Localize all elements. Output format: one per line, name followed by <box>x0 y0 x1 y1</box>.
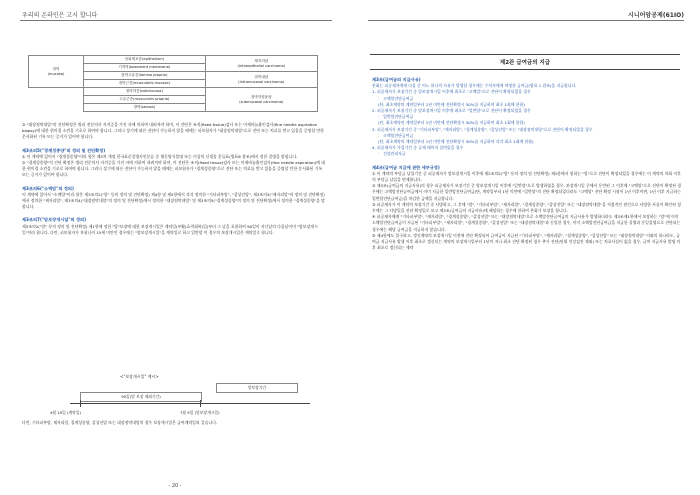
paragraph: ① 이 계약의 부담금 납입기간 중 피공제자가 암보장개시일 이후에 제2조의2("암" 등의 정의 및 진단확정) 제1항에서 정하는 "암"으로 진단이 확정되었을 경우에는 이 계약의 차회 이후의 부담금 납입을 면제합니다. ② 제3조(급여금의 지급사유)의 경우 피공제자가 보장기간 중 암보장개시일 이후에 "일반암"으로 발생하였을 경우, 보장개시일 중에서 동반된 그 이후에 "고액암"으로 진단이 확정된 경우에는 고액암진단급여금에서 이미 지급한 일반암진단급여금(단, 계약일부터 1년 미만에 "일반암"의 진단 확정되었더라도 "고액암" 진단 확정 시점이 1년 이후이면, 1년 이후 지급하는 일반암진단급여금)을 차감한 금액을 지급합니다. ③ 피공제자가 이 계약의 보장기간 중 사망하고, 그 후에 "암", "기타피부암", "제자리암", "경계성종양", "갑상선암" 또는 "대장점막내암"을 직접적인 원인으로 사망한 사실이 확인된 경우에는 그 사망일을 진단 확정일로 보고 제3조(급여금의 지급사유)에 해당하는 경우에 한하여 본회가 보장을 합니다. ④ 피공제자에게 "기타피부암", "제자리암", "경계성종양", "갑상선암" 또는 "대장점막내암"으로 소액암진단급여금의 지급사유가 발생하더라도 제3조제1항에서 보장하는 "암"에 이미 소액암진단급여금이 지급된 "기타피부암", "제자리암", "경계성종양", "갑상선암" 또는 "대장점막내암"과 동일한 경우, 이미 소액암진단급여금을 지급한 질병과 동일질병으로 진단되는 경우에는 해당 급여금을 지급하지 않습니다. ⑤ 제4항에도 불구하고, 갱신계약의 보장개시일 이전에 진단 확정되어 급여금이 지급된 "기타피부암", "제자리암", "경계성종양", "갑상선암" 또는 "대장점막내암" 이외의 하나라도, 급여금 지급사유 발생 이후 최초로 갱신되는 계약의 보장개시일부터 1년이 지나 최초 진단 확정된 경우 추가 진단(단위 건강검진 제외) 또는 치료사실이 없을 경우, 급여 지급사유 발생 이후 최초로 갱신되는 계약 <box>372 170 681 251</box>
section-heading: 제3조(급여금의 지급사유) <box>372 77 421 82</box>
left-page-number: - 20 - <box>168 483 182 489</box>
timeline-end-label: 7월 9일 (암보장개시일) <box>180 410 220 415</box>
timeline-start-label: 4월 10일 (계약일) <box>50 410 81 415</box>
table-blank <box>29 88 84 112</box>
benefit-item: (단, 최초계약의 계약일부터 1년 미만에 진단확정시 50%를 지급하며 각각 최초 1회에 한함) <box>378 139 534 145</box>
timeline-title: <"보장개시일" 예시> <box>120 374 159 379</box>
table-cell: 점막하층(submucosa) <box>84 88 206 96</box>
left-header: 우리의 온라인은 고시 합니다 <box>22 12 98 19</box>
table-cell: 상피세포층(epithelium) <box>84 56 206 64</box>
paragraph: 제3조의2("암" 등의 정의 및 진단확정) 제1항에 정한 "암"보장에 대한 보장개시일은 계약일(부활(효력회복)일)부터 그 날을 포함하여 90일이 지난날의 다음날이며 "암보장개시일"이라 합니다. 다만, 피보험자가 보험나이 15세 미만인 경우에는 "암보장개시일"을 계약일로 하고 일반암 이 경우의 보장개시일은 계약일로 합니다. <box>22 223 318 235</box>
section-heading: 제3조의6("소액암"의 정의) <box>22 185 74 191</box>
right-page <box>350 0 700 495</box>
right-header: 시니어암공제(61ⅠO) <box>628 12 684 19</box>
right-body <box>372 74 682 251</box>
section-heading: 제3조의7("암보장개시일"의 정의) <box>22 217 87 223</box>
benefit-item-amount: ： 고액암진단급여금 <box>378 95 414 101</box>
section-heading: 제3조의5("경계성종양"의 정의 및 진단확정) <box>22 147 106 153</box>
table-cell: 고유근층(muscularis propria) <box>84 96 206 104</box>
timeline-tick <box>200 400 201 407</box>
benefit-list <box>372 89 682 157</box>
table-cell: 점막하침윤암 (submucosal carcinoma) <box>205 88 317 112</box>
benefit-item: (단, 최초계약의 계약일부터 1년 미만에 진단확정시 50%를 지급하며 최초 1회에 한함) <box>378 120 525 126</box>
table-cell: 기저막(basement membrane) <box>84 64 206 72</box>
right-header-rule <box>368 20 684 21</box>
paragraph: ① 이 계약에 있어서 "경계성종양"이라 함은 제5차 개정 한국표준질병사인분류 중 행동양식불명 또는 미상의 신생물 분류표(별표6 참조)에서 정한 질병을 말합니다. ② "경계성종양"의 진단 확정은 병리 전문의사 자격증을 가진 자에 의하여 내려져야 하며, 이 진단은 조직(fixed tissue)검사 또는 미세바늘흡인검사(fine needle aspiration)에 대한 현미경 소견을 기초로 하여야 합니다. 그러나 상기에 따른 진단이 가능하지 않을 때에는 피보험자가 "경계성종양"으로 진단 또는 치료를 받고 있음을 증명할 만한 문서화된 기록 또는 증거가 있어야 합니다. <box>22 153 325 178</box>
left-body <box>22 122 327 236</box>
table-cell: 점막근층(muscularis mucosa) <box>84 80 206 88</box>
benefit-item: 2. 피공제자가 보장기간 중 암보장개시일 이후에 최초로 "일반암"으로 진단이 확정되었을 경우 <box>372 108 531 114</box>
mucosa-label: 점막 (mucosa) <box>29 56 84 88</box>
left-header-rule <box>20 20 332 21</box>
table-cell: 장막(serosa) <box>84 104 206 112</box>
benefit-item: 4. 피공제자가 가입기간 중 공제 때까지 살아있을 경우 <box>372 145 464 151</box>
timeline-cover-box: 암보장기간 <box>216 383 298 393</box>
paragraph: ② "대장점막내암"의 진단확정은 병리 전문의사 자격증을 가진 자에 의하여 내려져야 하며, 이 진단은 조직(fixed tissue)검사 또는 미세바늘흡인검사(fine needle aspiration biopsy)에 대한 현미경 소견을 기초로 하여야 합니다. 그러나 상기에 따른 진단이 가능하지 않을 때에는 피보험자가 "대장점막내암"으로 진단 또는 치료를 받고 있음을 증명할 만한 문서화된 기록 또는 증거가 있어야 합니다. <box>22 122 324 140</box>
chapter-title: 제2관 급여금의 지급 <box>370 54 680 70</box>
timeline-axis <box>70 403 310 404</box>
benefit-item-amount: ： 소액암진단급여금 <box>378 132 414 138</box>
paragraph: 이 계약에 있어서 "소액암"이라 함은 제3조의2("암" 등의 정의 및 진단확정) 제4항 및 제5항에서 각각 정의한 "기타피부암", "갑상선암", 제3조의3("제자리암"의 정의 및 진단확정)에서 정의한 "제자리암", 제3조의4("대장점막내암"의 정의 및 진단확정)에서 정의한 "대장점막내암" 및 제3조의5("경계성종양"의 정의 및 진단확정)에서 정의한 "경계성종양"을 말합니다. <box>22 191 325 210</box>
table-cell: 제자리암 (intraepithelial carcinoma) <box>205 56 317 72</box>
table-cell: 점막고유층(lamina propria) <box>84 72 206 80</box>
benefit-item: (단, 최초계약의 계약일부터 1년 미만에 진단확정시 50%를 지급하며 최초 1회에 한함) <box>378 101 525 107</box>
timeline-tick <box>80 400 81 407</box>
benefit-item-amount: ： 일반암진단급여금 <box>378 114 414 120</box>
footnote: 다만, 기타피부암, 제자리암, 경계성종양, 갑상선암 또는 대장점막내암의 경우 보장개시일은 급여계약일과 같습니다. <box>22 420 218 425</box>
benefit-item: 1. 피공제자가 보장기간 중 암보장개시일 이후에 최초로 "고액암"으로 진단이 확정되었을 경우 <box>372 89 531 95</box>
benefit-item-amount: ： 건강관리자금 <box>378 151 406 157</box>
benefit-item: 3. 피공제자가 보장기간 중 "기타피부암", "제자리암", "경계성종양", "갑상선암" 또는 "대장점막내암"으로 진단이 확정되었을 경우 <box>372 126 593 132</box>
table-cell: 점막내암 (intramucosal carcinoma) <box>205 72 317 88</box>
tissue-layer-table <box>28 55 318 112</box>
timeline-wait-box: 90일(암 보장 제외기간) <box>80 392 202 402</box>
section-heading: 제4조(급여금 지급에 관한 세부규정) <box>372 164 440 170</box>
paragraph: 본회는 피공제자에게 다음 중 어느 하나의 사유가 발생한 경우에는 수익자에게 약정한 급여금(별표 1 참조)을 지급합니다. <box>372 83 577 89</box>
